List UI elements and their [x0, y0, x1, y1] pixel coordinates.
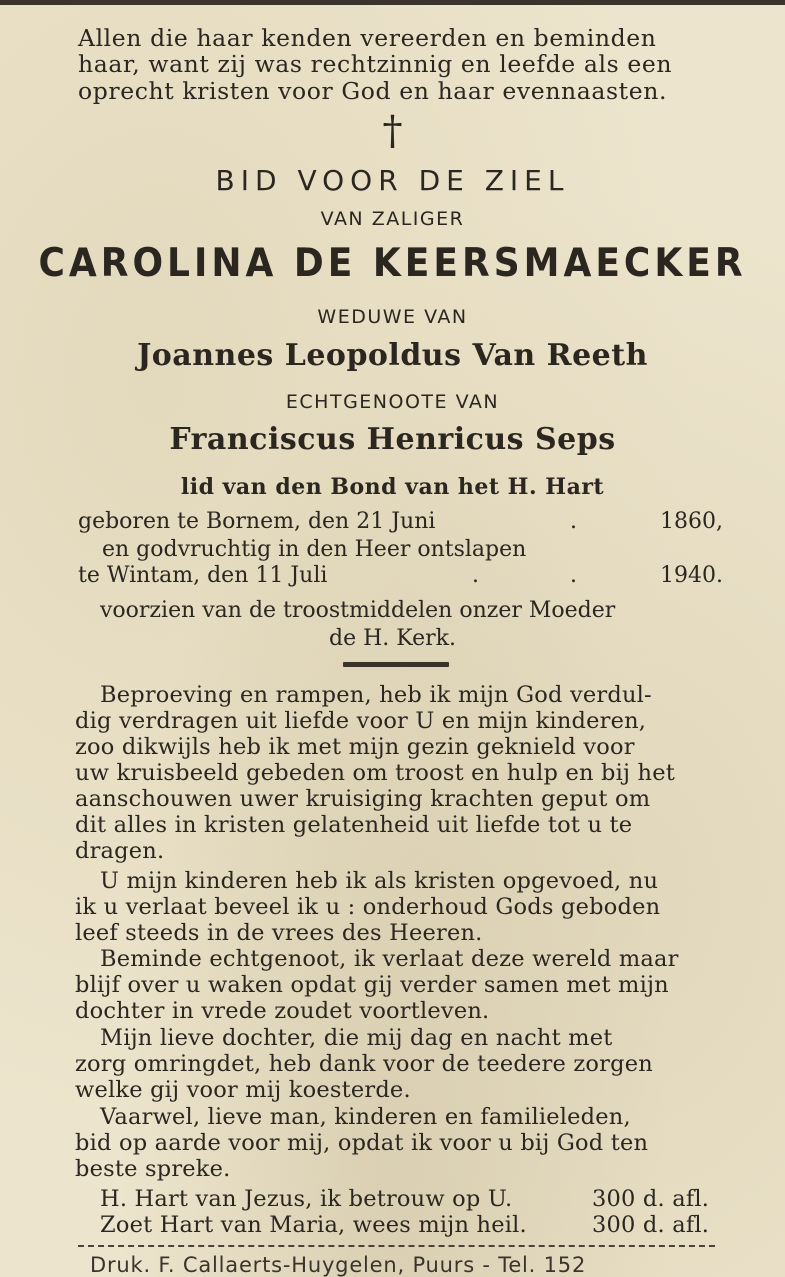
death-year: 1940. — [660, 563, 723, 588]
body-line: ik u verlaat beveel ik u : onderhoud Gods geboden — [75, 894, 661, 920]
body-line: aanschouwen uwer kruisiging krachten geput om — [75, 786, 651, 812]
deceased-name: CAROLINA DE KEERSMAECKER — [38, 241, 747, 286]
death-dot-1: . — [472, 563, 479, 588]
body-line: Vaarwel, lieve man, kinderen en familieleden, — [100, 1104, 631, 1130]
body-line: welke gij voor mij koesterde. — [75, 1077, 411, 1103]
birth-year: 1860, — [660, 509, 723, 534]
birth-text: geboren te Bornem, den 21 Juni — [78, 509, 436, 534]
body-line: beste spreke. — [75, 1156, 231, 1182]
body-line: zorg omringdet, heb dank voor de teedere zorgen — [75, 1051, 653, 1077]
heading-prayer: BID VOOR DE ZIEL — [215, 164, 570, 197]
body-line: Beproeving en rampen, heb ik mijn God verdul- — [100, 682, 652, 708]
body-line: Beminde echtgenoot, ik verlaat deze wereld maar — [100, 946, 679, 972]
membership-line: lid van den Bond van het H. Hart — [180, 474, 605, 500]
body-line: leef steeds in de vrees des Heeren. — [75, 920, 483, 946]
body-line: dig verdragen uit liefde voor U en mijn kinderen, — [75, 708, 647, 734]
body-line: uw kruisbeeld gebeden om troost en hulp en bij het — [75, 760, 675, 786]
body-line: dochter in vrede zoudet voortleven. — [75, 998, 490, 1024]
body-line: bid op aarde voor mij, opdat ik voor u bij God ten — [75, 1130, 649, 1156]
body-line: blijf over u waken opdat gij verder samen met mijn — [75, 972, 669, 998]
body-line: Mijn lieve dochter, die mij dag en nacht met — [100, 1025, 613, 1051]
body-line: dit alles in kristen gelatenheid uit liefde tot u te — [75, 812, 633, 838]
indulgence-days-1: 300 d. afl. — [592, 1186, 710, 1212]
first-husband-name: Joannes Leopoldus Van Reeth — [137, 338, 648, 373]
ornamental-divider — [343, 662, 449, 667]
cross-icon: † — [382, 108, 403, 154]
death-line-1: en godvruchtig in den Heer ontslapen — [102, 537, 527, 562]
body-line: dragen. — [75, 838, 165, 864]
death-dot-2: . — [570, 563, 577, 588]
intro-line-2: haar, want zij was rechtzinnig en leefde als een — [78, 50, 673, 78]
widow-of-label: WEDUWE VAN — [317, 306, 468, 328]
bottom-rule — [78, 1245, 715, 1249]
intro-line-1: Allen die haar kenden vereerden en beminden — [78, 24, 657, 52]
printer-imprint: Druk. F. Callaerts-Huygelen, Puurs - Tel. 152 — [90, 1253, 587, 1277]
sacraments-line-2: de H. Kerk. — [329, 626, 456, 651]
indulgence-prayer-2: Zoet Hart van Maria, wees mijn heil. — [100, 1212, 527, 1238]
indulgence-days-2: 300 d. afl. — [592, 1212, 710, 1238]
intro-line-3: oprecht kristen voor God en haar evennaasten. — [78, 77, 668, 105]
spouse-label: ECHTGENOOTE VAN — [285, 391, 500, 413]
sacraments-line-1: voorzien van de troostmiddelen onzer Moeder — [100, 598, 616, 623]
body-line: U mijn kinderen heb ik als kristen opgevoed, nu — [100, 868, 659, 894]
birth-dot: . — [570, 509, 577, 534]
indulgence-prayer-1: H. Hart van Jezus, ik betrouw op U. — [100, 1186, 513, 1212]
death-text: te Wintam, den 11 Juli — [78, 563, 328, 588]
heading-van-zaliger: VAN ZALIGER — [320, 208, 465, 230]
body-line: zoo dikwijls heb ik met mijn gezin geknield voor — [75, 734, 635, 760]
top-border — [0, 0, 785, 5]
second-husband-name: Franciscus Henricus Seps — [169, 422, 616, 457]
